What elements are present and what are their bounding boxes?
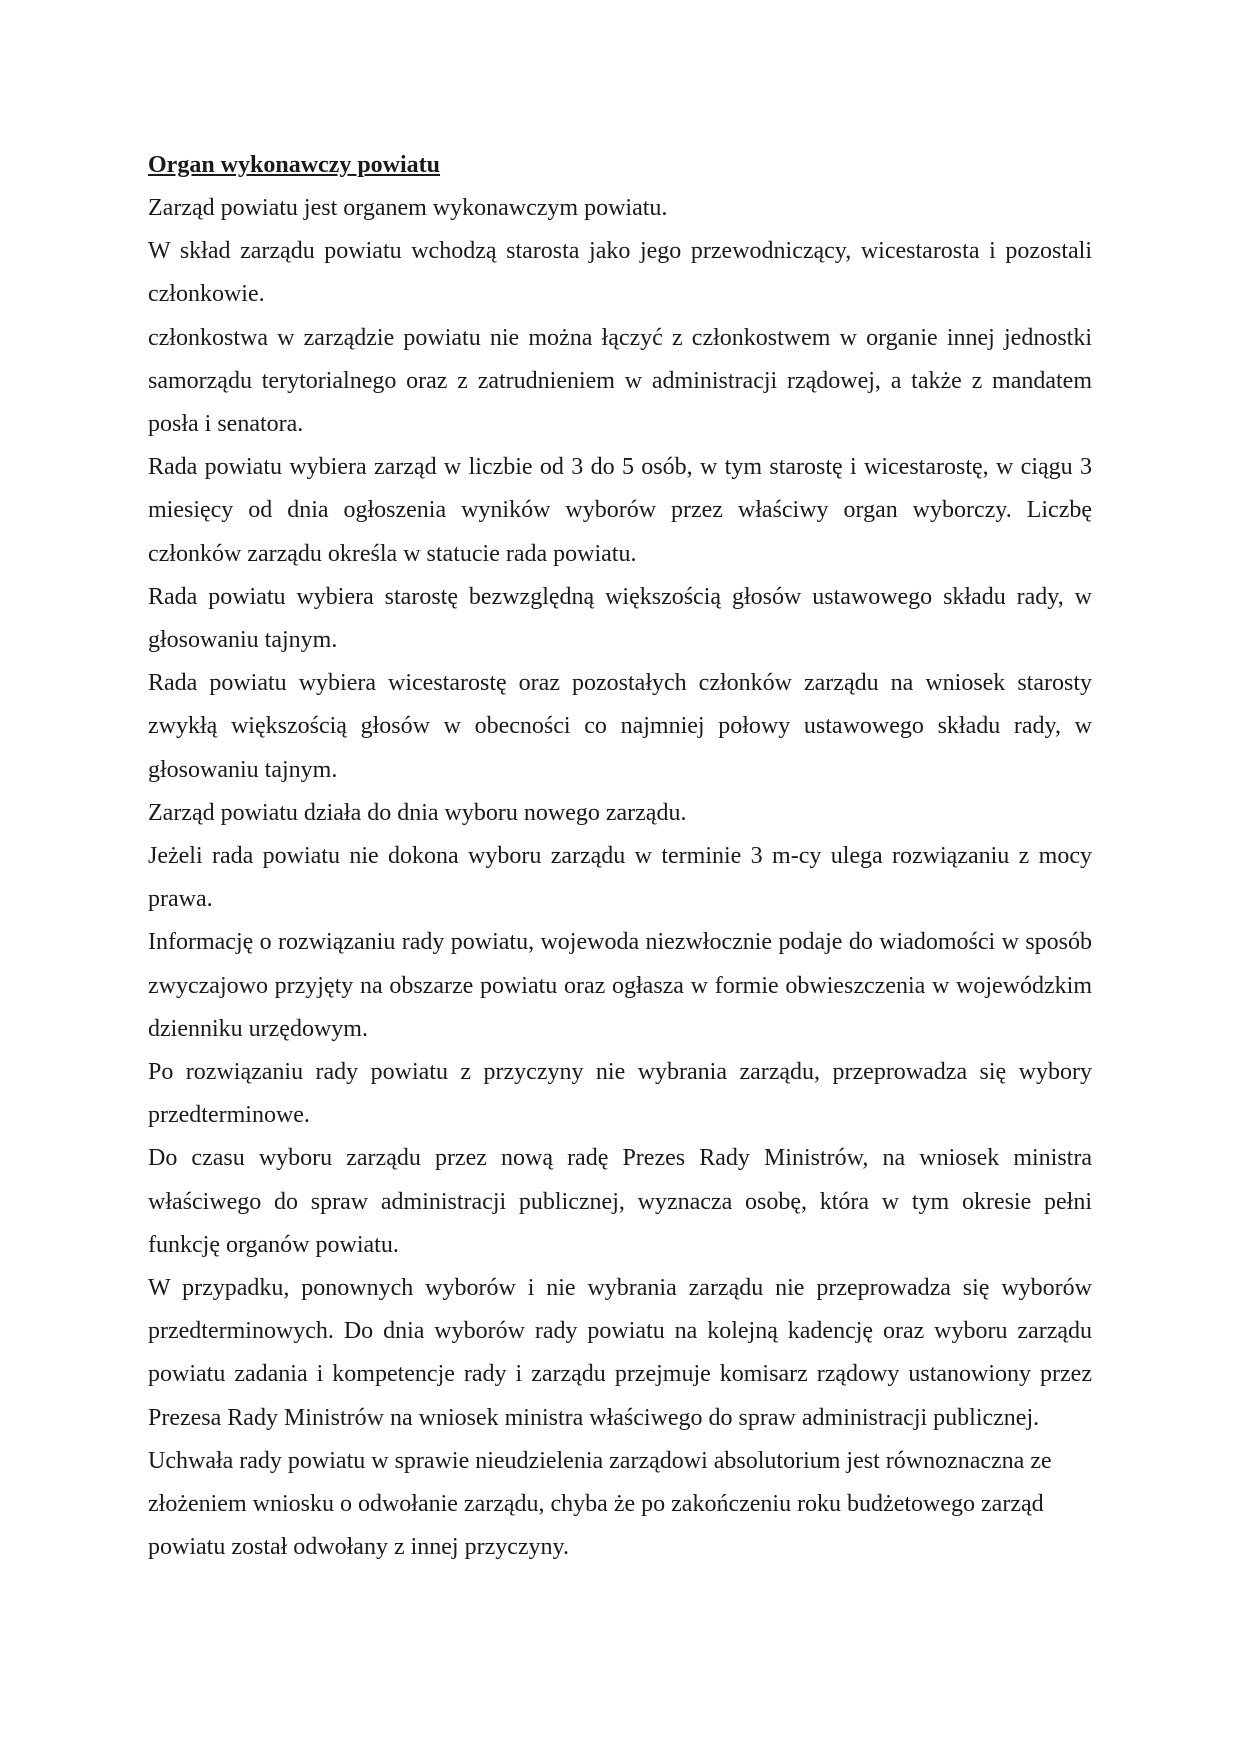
paragraph-9: Informację o rozwiązaniu rady powiatu, wojewoda niezwłocznie podaje do wiadomości w sposób zwyczajowo przyjęty na obszarze powiatu oraz ogłasza w formie obwieszczenia w wojewódzkim dzienniku urzędowym. [148,929,1092,1042]
paragraph-11: Do czasu wyboru zarządu przez nową radę Prezes Rady Ministrów, na wniosek ministra właściwego do spraw administracji publicznej, wyznacza osobę, która w tym okresie pełni funkcję organów powiatu. [148,1145,1092,1258]
paragraph-10: Po rozwiązaniu rady powiatu z przyczyny nie wybrania zarządu, przeprowadza się wybory przedterminowe. [148,1059,1092,1129]
paragraph-3: członkostwa w zarządzie powiatu nie można łączyć z członkostwem w organie innej jednostki samorządu terytorialnego oraz z zatrudnieniem w administracji rządowej, a także z mandatem posła i senatora. [148,324,1092,438]
paragraph-1: Zarząd powiatu jest organem wykonawczym powiatu. [148,195,668,221]
document-page [148,144,1092,1570]
paragraph-4: Rada powiatu wybiera zarząd w liczbie od 3 do 5 osób, w tym starostę i wicestarostę, w ciągu 3 miesięcy od dnia ogłoszenia wyników wyborów przez właściwy organ wyborczy. Liczbę członków zarządu określa w statucie rada powiatu. [148,454,1092,567]
paragraph-8: Jeżeli rada powiatu nie dokona wyboru zarządu w terminie 3 m-cy ulega rozwiązaniu z mocy prawa. [148,843,1092,913]
paragraph-5: Rada powiatu wybiera starostę bezwzględną większością głosów ustawowego składu rady, w głosowaniu tajnym. [148,583,1092,654]
paragraph-13: Uchwała rady powiatu w sprawie nieudzielenia zarządowi absolutorium jest równoznaczna ze złożeniem wniosku o odwołanie zarządu, chyba że po zakończeniu roku budżetowego zarząd powiatu został odwołany z innej przyczyny. [148,1447,1052,1561]
paragraph-7: Zarząd powiatu działa do dnia wyboru nowego zarządu. [148,799,687,826]
paragraph-6: Rada powiatu wybiera wicestarostę oraz pozostałych członków zarządu na wniosek starosty zwykłą większością głosów w obecności co najmniej połowy ustawowego składu rady, w głosowaniu tajnym. [148,670,1092,783]
paragraph-12: W przypadku, ponownych wyborów i nie wybrania zarządu nie przeprowadza się wyborów przedterminowych. Do dnia wyborów rady powiatu na kolejną kadencję oraz wyboru zarządu powiatu zadania i kompetencje rady i zarządu przejmuje komisarz rządowy ustanowiony przez Prezesa Rady Ministrów na wniosek ministra właściwego do spraw administracji publicznej. [148,1275,1092,1431]
document-title: Organ wykonawczy powiatu [148,152,441,178]
paragraph-2: W skład zarządu powiatu wchodzą starosta jako jego przewodniczący, wicestarosta i pozostali członkowie. [148,238,1092,308]
